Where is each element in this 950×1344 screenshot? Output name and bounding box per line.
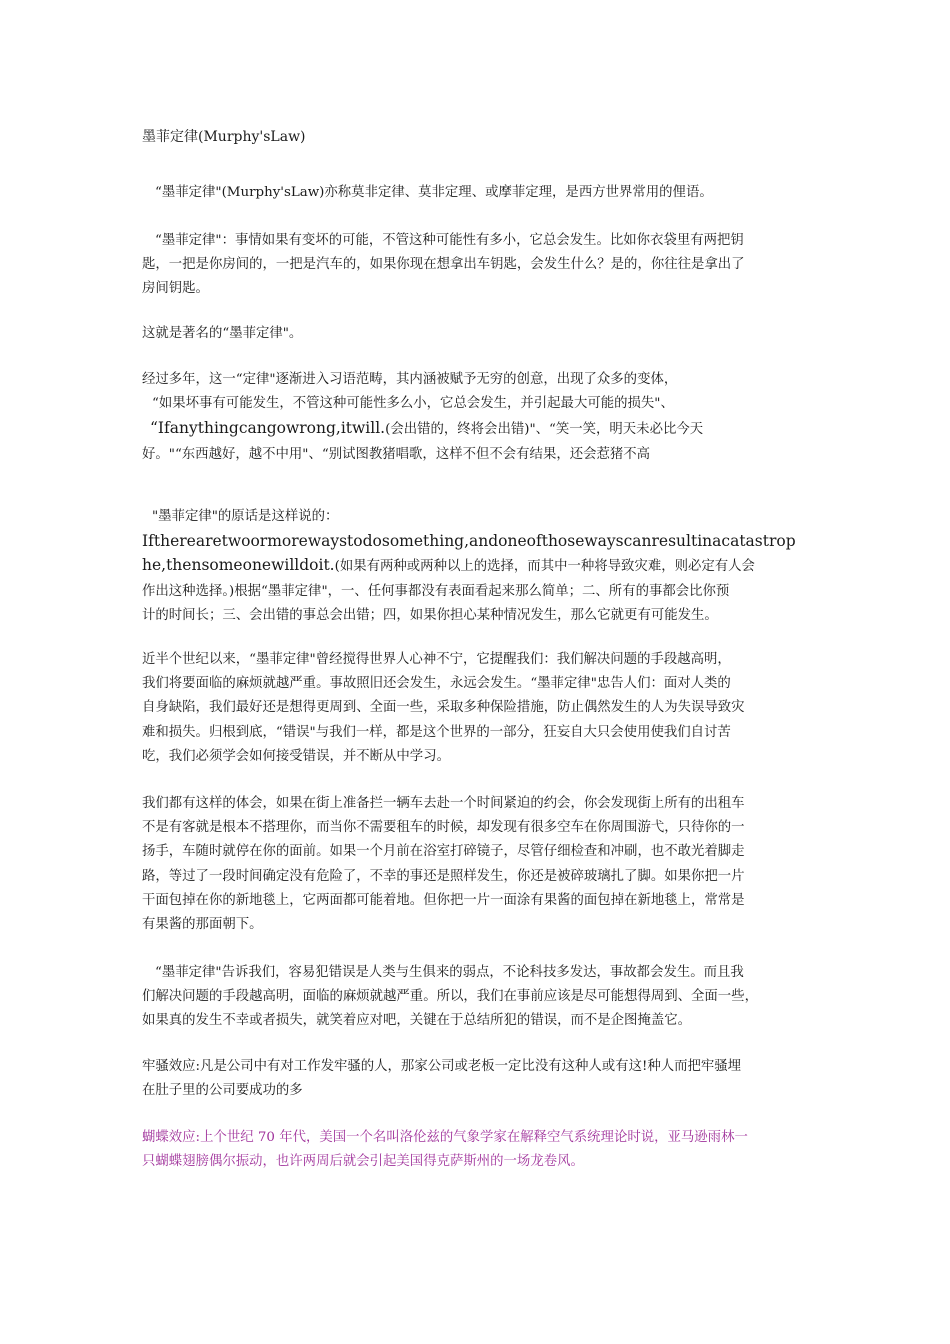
english-quote: “Ifanythingcangowrong,itwill. bbox=[150, 419, 386, 438]
paragraph-line: 我们将要面临的麻烦就越严重。事故照旧还会发生，永远会发生。“墨菲定律"忠告人们：面对人类的 bbox=[142, 676, 731, 692]
paragraph-line: 扬手，车随时就停在你的面前。如果一个月前在浴室打碎镜子，尽管仔细检查和冲刷，也不敢光着脚走 bbox=[142, 844, 745, 860]
paragraph-line: 如果真的发生不幸或者损失，就笑着应对吧，关键在于总结所犯的错误，而不是企图掩盖它。 bbox=[142, 1013, 692, 1029]
paragraph-line: 干面包掉在你的新地毯上，它两面都可能着地。但你把一片一面涂有果酱的面包掉在新地毯上，常常是 bbox=[142, 892, 745, 908]
english-quote: Iftherearetwoormorewaystodosomething,andoneofthosewayscanresultinacatastrop bbox=[142, 532, 796, 551]
paragraph-line: 经过多年，这一“定律"逐渐进入习语范畴，其内涵被赋予无穷的创意，出现了众多的变体， bbox=[142, 372, 678, 387]
paragraph-line bbox=[142, 416, 818, 442]
paragraph-line: 不是有客就是根本不搭理你，而当你不需要租车的时候，却发现有很多空车在你周围游弋，只待你的一 bbox=[142, 820, 745, 836]
paragraph-line: “墨菲定律"：事情如果有变坏的可能，不管这种可能性有多小，它总会发生。比如你衣袋里有两把钥 bbox=[155, 233, 744, 248]
paragraph-line: “如果坏事有可能发生，不管这种可能性多么小，它总会发生，并引起最大可能的损失"、 bbox=[152, 396, 674, 412]
paragraph-line: 蝴蝶效应:上个世纪 70 年代，美国一个名叫洛伦兹的气象学家在解释空气系统理论时说，亚马逊雨林一 bbox=[142, 1130, 748, 1145]
paragraph-line: 在肚子里的公司要成功的多 bbox=[142, 1083, 303, 1099]
paragraph-line: 有果酱的那面朝下。 bbox=[142, 917, 263, 933]
chinese-quote: (如果有两种或两种以上的选择，而其中一种将导致灾难，则必定有人会 bbox=[334, 559, 755, 575]
paragraph-line: 我们都有这样的体会，如果在街上准备拦一辆车去赴一个时间紧迫的约会，你会发现街上所有的出租车 bbox=[142, 796, 745, 811]
paragraph-line: 作出这种选择。)根据“墨菲定律"，一、任何事都没有表面看起来那么简单；二、所有的事都会比你预 bbox=[142, 583, 730, 599]
paragraph-intro bbox=[142, 181, 818, 205]
chinese-quote: (会出错的，终将会出错)"、“笑一笑，明天未必比今天 bbox=[385, 422, 704, 438]
paragraph-half-century bbox=[142, 648, 818, 769]
paragraph-line: 吃，我们必须学会如何接受错误，并不断从中学习。 bbox=[142, 748, 450, 764]
paragraph-line: “墨菲定律"(Murphy'sLaw)亦称莫非定律、莫非定理、或摩菲定理，是西方世界常用的俚语。 bbox=[155, 185, 713, 200]
paragraph-famous bbox=[142, 322, 818, 346]
paragraph-line: “墨菲定律"告诉我们，容易犯错误是人类与生俱来的弱点，不论科技多发达，事故都会发生。而且我 bbox=[155, 965, 744, 980]
paragraph-butterfly-effect bbox=[142, 1126, 818, 1174]
paragraph-line: "墨菲定律"的原话是这样说的： bbox=[152, 509, 339, 524]
paragraph-line: 牢骚效应:凡是公司中有对工作发牢骚的人，那家公司或老板一定比没有这种人或有这!种人而把牢骚埋 bbox=[142, 1059, 742, 1074]
paragraph-line: 路，等过了一段时间确定没有危险了，不幸的事还是照样发生，你还是被碎玻璃扎了脚。如果你把一片 bbox=[142, 868, 745, 884]
paragraph-line: 匙，一把是你房间的，一把是汽车的，如果你现在想拿出车钥匙，会发生什么？是的，你往往是拿出了 bbox=[142, 257, 745, 273]
paragraph-line: 房间钥匙。 bbox=[142, 281, 209, 297]
paragraph-line bbox=[142, 553, 818, 579]
paragraph-original bbox=[142, 505, 818, 628]
paragraph-line: 们解决问题的手段越高明，面临的麻烦就越严重。所以，我们在事前应该是尽可能想得周到、全面一些， bbox=[142, 989, 758, 1005]
paragraph-complaint-effect bbox=[142, 1055, 818, 1103]
paragraph-experience bbox=[142, 792, 818, 937]
english-quote: he,thensomeonewilldoit. bbox=[142, 556, 335, 575]
paragraph-line: 难和损失。归根到底，“错误"与我们一样，都是这个世界的一部分，狂妄自大只会使用使我们自讨苦 bbox=[142, 724, 731, 740]
paragraph-line: 好。"“东西越好，越不中用"、“别试图教猪唱歌，这样不但不会有结果，还会惹猪不高 bbox=[142, 446, 651, 462]
paragraph-line: 这就是著名的“墨菲定律"。 bbox=[142, 326, 303, 341]
paragraph-definition bbox=[142, 229, 818, 302]
paragraph-variants bbox=[142, 368, 818, 467]
paragraph-lesson bbox=[142, 961, 818, 1034]
document-title: 墨菲定律(Murphy'sLaw) bbox=[142, 129, 306, 145]
paragraph-line: 计的时间长；三、会出错的事总会出错；四，如果你担心某种情况发生，那么它就更有可能发生。 bbox=[142, 607, 718, 623]
paragraph-line: 自身缺陷，我们最好还是想得更周到、全面一些，采取多种保险措施，防止偶然发生的人为失误导致灾 bbox=[142, 700, 745, 716]
paragraph-line: 近半个世纪以来，“墨菲定律"曾经搅得世界人心神不宁，它提醒我们：我们解决问题的手段越高明， bbox=[142, 652, 731, 667]
paragraph-line: 只蝴蝶翅膀偶尔振动，也许两周后就会引起美国得克萨斯州的一场龙卷风。 bbox=[142, 1154, 584, 1170]
